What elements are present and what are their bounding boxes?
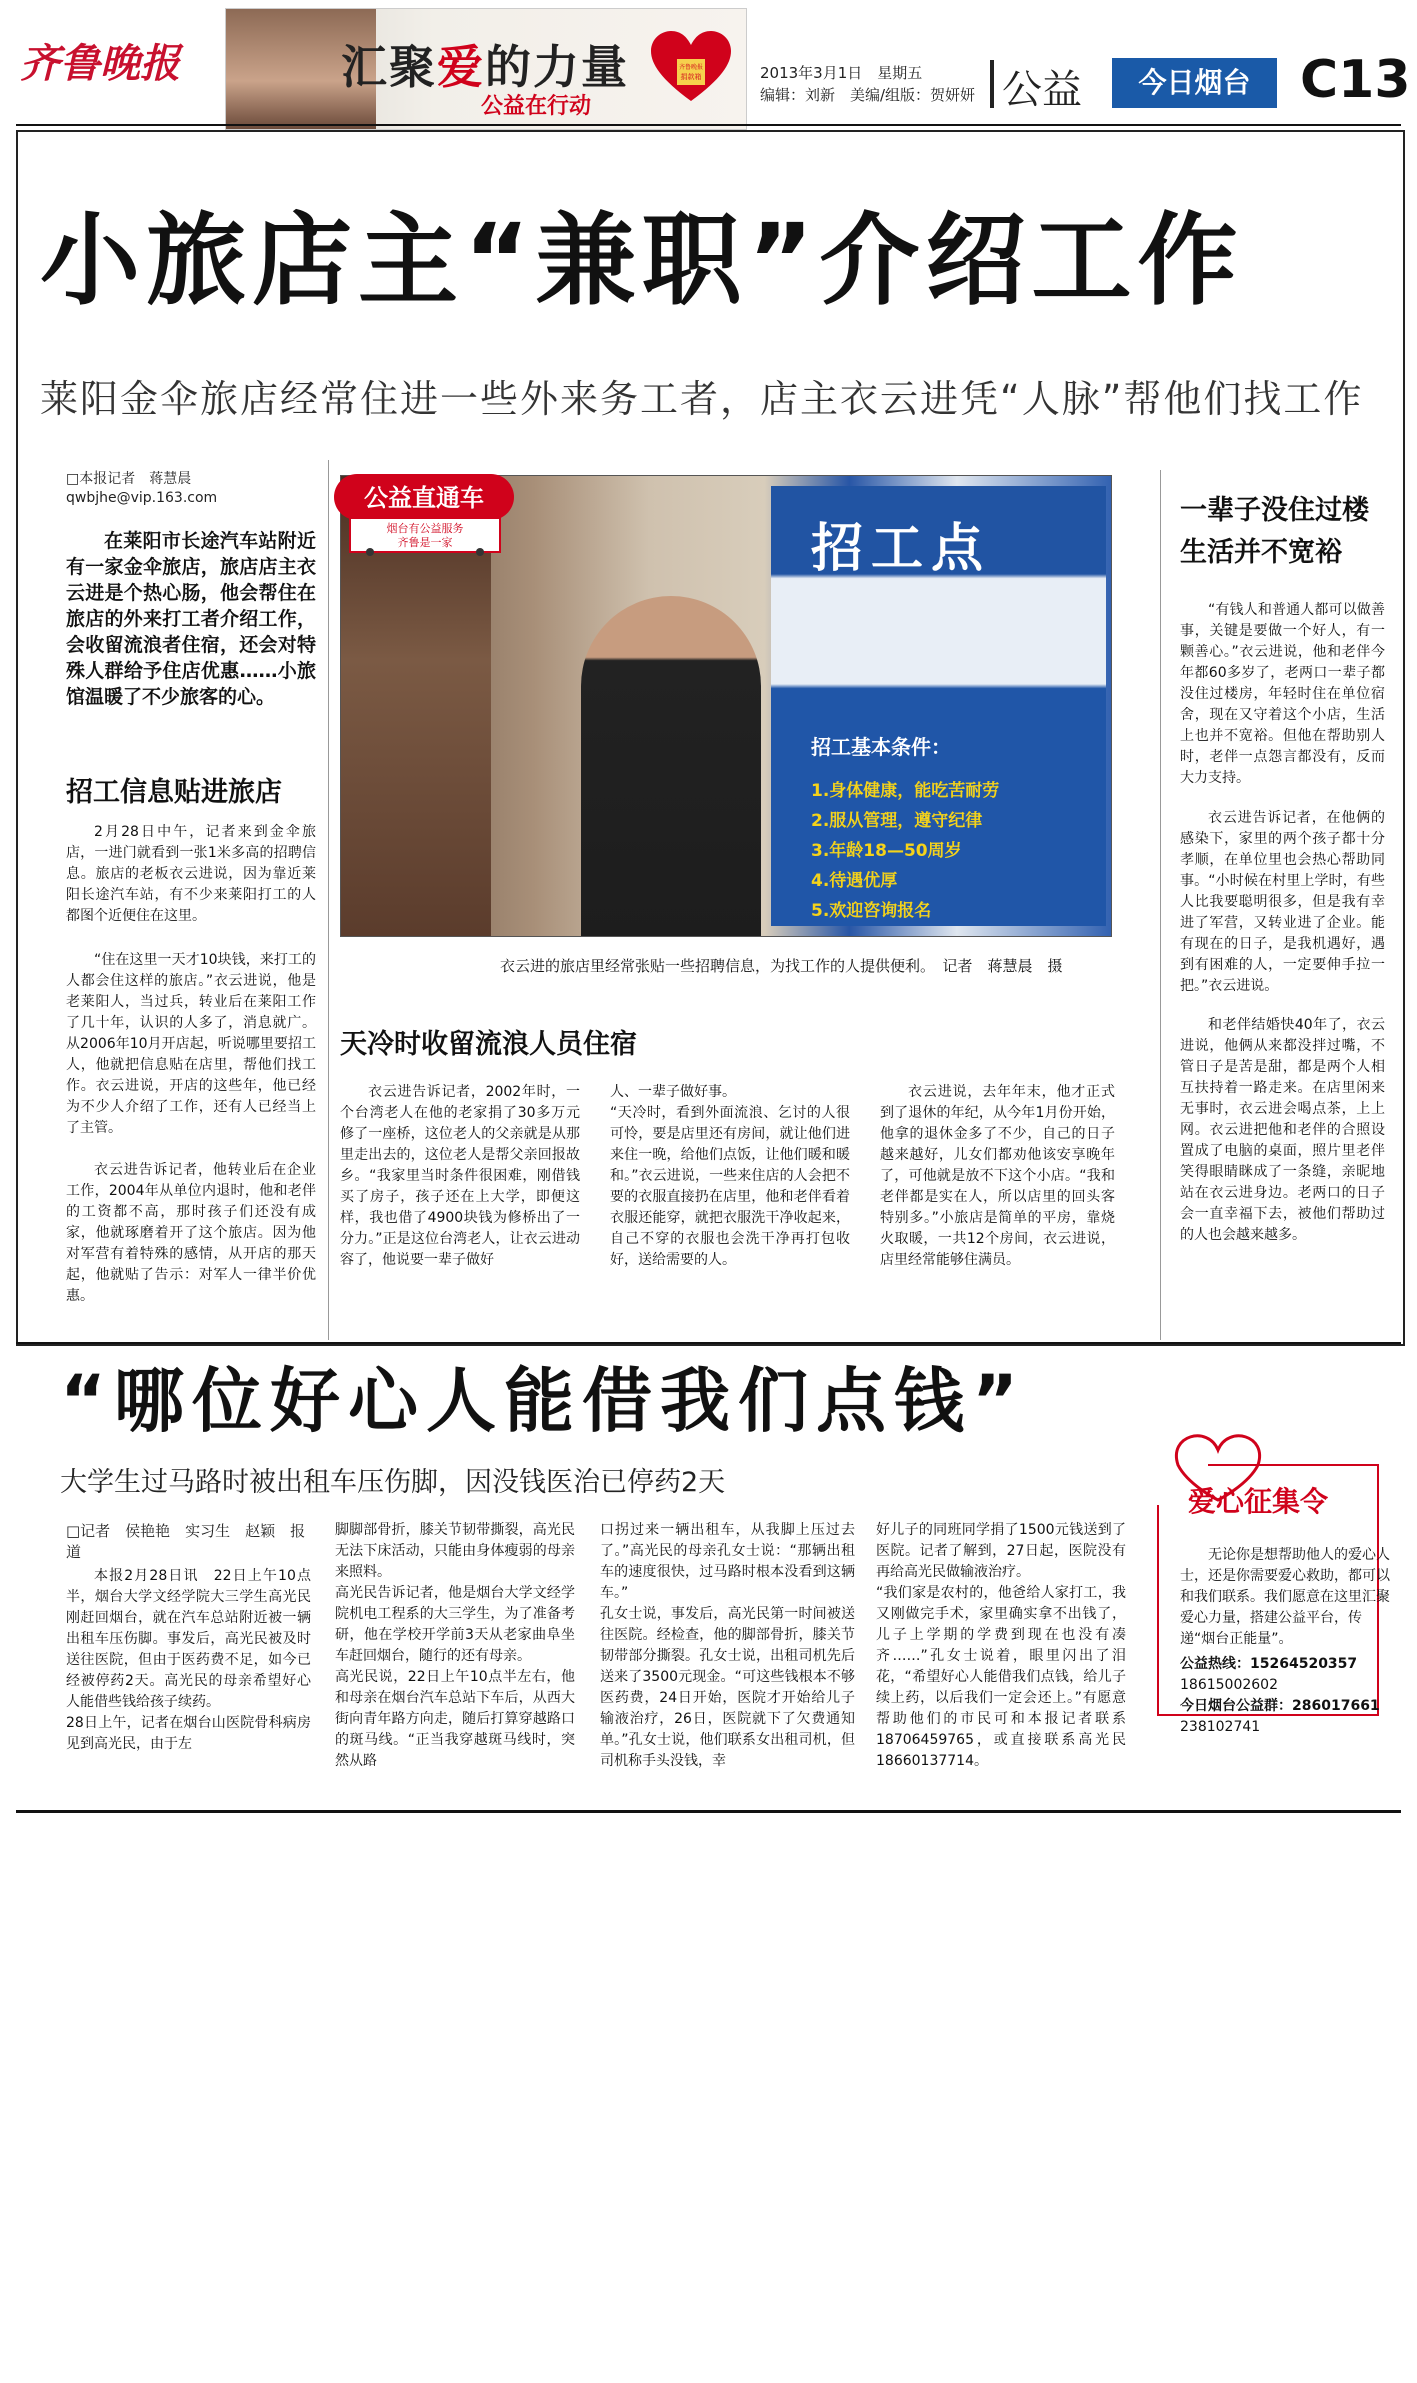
header-divider xyxy=(990,60,994,108)
story1-section3-p2: 衣云进告诉记者，在他俩的感染下，家里的两个孩子都十分孝顺，在单位里也会热心帮助同事。“小时候在村里上学时，有些人比我要聪明很多，但是我有幸进了军营，又转业进了企业。能有现在的日子，是我机遇好，遇到有困难的人，一定要伸手拉一把。”衣云进说。 xyxy=(1180,810,1385,994)
qq-group xyxy=(1180,1696,1390,1717)
story1-section1-p1: 2月28日中午，记者来到金伞旅店，一进门就看到一张1米多高的招聘信息。旅店的老板衣云进说，因为靠近莱阳长途汽车站，有不少来莱阳打工的人都图个近便住在这里。 xyxy=(66,824,316,924)
banner-subtitle: 公益在行动 xyxy=(481,94,592,119)
heart-label-a: 齐鲁晚报 xyxy=(678,64,704,71)
story2-col3: 口拐过来一辆出租车，从我脚上压过去了。”高光民的母亲孔女士说：“那辆出租车的速度很快，过马路时根本没看到这辆车。” 孔女士说，事发后，高光民第一时间被送往医院。经检查，他的脚部骨折，膝关节韧带部分撕裂。孔女士说，出租司机先后送来了3500元现金。“可这些钱根本不够医药费，24日开始，医院才开始给儿子输液治疗，26日，医院就下了欠费通知单。”孔女士说，他们联系女出租司机，但司机称手头没钱，幸 xyxy=(600,1522,855,1769)
story1-section1-p3: 衣云进告诉记者，他转业后在企业工作，2004年从单位内退时，他和老伴的工资都不高，那时孩子们还没有成家，他就琢磨着开了这个旅店。因为他对军营有着特殊的感情，从开店的那天起，他就贴了告示：对军人一律半价优惠。 xyxy=(66,1162,316,1304)
story1-section3-p1: “有钱人和普通人都可以做善事，关键是要做一个好人，有一颗善心。”衣云进说，他和老伴今年都60多岁了，老两口一辈子都没住过楼房，年轻时住在单位宿舍，现在又守着这个小店，生活上也并不宽裕。但他在帮助别人时，老伴一点怨言都没有，反而大力支持。 xyxy=(1180,602,1385,786)
page-number: C13 xyxy=(1300,50,1411,110)
poster-item: 3.年龄18—50周岁 xyxy=(811,841,962,861)
footer-rule xyxy=(16,1810,1401,1813)
banner-title xyxy=(341,31,629,97)
poster-item: 5.欢迎咨询报名 xyxy=(811,901,932,921)
photo-caption: 衣云进的旅店里经常张贴一些招聘信息，为找工作的人提供便利。 记者 蒋慧晨 摄 xyxy=(500,957,1063,975)
editor-credits: 编辑：刘新 美编/组版：贺妍妍 xyxy=(760,86,976,104)
story1-lead: 在莱阳市长途汽车站附近有一家金伞旅店，旅店店主衣云进是个热心肠，他会帮住在旅店的外来打工者介绍工作，会收留流浪者住宿，还会对特殊人群给予住店优惠……小旅馆温暖了不少旅客的心。 xyxy=(66,530,316,708)
hotline xyxy=(1180,1654,1390,1675)
story1-section1-head: 招工信息贴进旅店 xyxy=(66,777,282,808)
header-rule xyxy=(16,124,1401,126)
story1-email: qwbjhe@vip.163.com xyxy=(66,490,218,506)
story1-section1-p2: “住在这里一天才10块钱，来打工的人都会住这样的旅店。”衣云进说，他是老莱阳人，当过兵，转业后在莱阳工作了几十年，认识的人多了，消息就广。从2006年10月开店起，听说哪里要招工人，他就把信息贴在店里，帮他们找工作。衣云进说，开店的这些年，他已经为不少人介绍了工作，还有人已经当上了主管。 xyxy=(66,952,316,1136)
banner-title-love: 爱 xyxy=(437,40,485,94)
badge-sub-b: 齐鲁是一家 xyxy=(397,536,453,549)
heart-label-b: 捐款箱 xyxy=(680,73,702,81)
banner-title-a: 汇聚 xyxy=(341,40,437,94)
column-rule xyxy=(1160,470,1161,1340)
love-appeal-title: 爱心征集令 xyxy=(1188,1485,1329,1518)
hotline-number-b: 18615002602 xyxy=(1180,1677,1278,1693)
banner-title-b: 的力量 xyxy=(485,40,629,94)
local-edition-tab: 今日烟台 xyxy=(1112,58,1277,108)
section-name: 公益 xyxy=(1002,67,1082,113)
story1-headline: 小旅店主“兼职”介绍工作 xyxy=(40,202,1244,319)
story-divider xyxy=(16,1342,1401,1344)
issue-date: 2013年3月1日 星期五 xyxy=(760,64,923,82)
story2-col4: 好儿子的同班同学捐了1500元钱送到了医院。记者了解到，27日起，医院没有再给高光民做输液治疗。 “我们家是农村的，他爸给人家打工，我又刚做完手术，家里确实拿不出钱了，儿子上学期的学费到现在也没有凑齐……”孔女士说着，眼里闪出了泪花，“希望好心人能借我们点钱，给儿子续上药，以后我们一定会还上。”有愿意帮助他们的市民可和本报记者联系18706459765，或直接联系高光民18660137714。 xyxy=(876,1522,1126,1769)
campaign-banner xyxy=(225,8,747,130)
story1-section3-p3: 和老伴结婚快40年了，衣云进说，他俩从来都没拌过嘴，不管日子是苦是甜，都是两个人相互扶持着一路走来。在店里闲来无事时，衣云进会喝点茶，上上网。衣云进把他和老伴的合照设置成了电脑的桌面，照片里老伴笑得眼睛眯成了一条缝，亲昵地站在衣云进身边。老两口的日子会一直幸福下去，被他们帮助过的人也会越来越多。 xyxy=(1180,1017,1385,1243)
story2-headline: “哪位好心人能借我们点钱” xyxy=(60,1360,1027,1442)
badge-sub-a: 烟台有公益服务 xyxy=(386,522,464,535)
love-appeal-text xyxy=(1180,1545,1390,1738)
story2-subheadline: 大学生过马路时被出租车压伤脚，因没钱医治已停药2天 xyxy=(60,1467,726,1498)
poster-item: 4.待遇优厚 xyxy=(811,871,898,891)
story1-section3-head: 一辈子没住过楼生活并不宽裕 xyxy=(1180,495,1369,568)
hotline-label: 公益热线： xyxy=(1180,1656,1250,1672)
story1-section2-col2: 人、一辈子做好事。 “天冷时，看到外面流浪、乞讨的人很可怜，要是店里还有房间，就让他们进来住一晚，给他们点饭，让他们暖和暖和。”衣云进说，一些来住店的人会把不要的衣服直接扔在店里，他和老伴看着衣服还能穿，就把衣服洗干净收起来，自己不穿的衣服也会洗干净再打包收好，送给需要的人。 xyxy=(610,1084,850,1268)
story2-col2: 脚脚部骨折，膝关节韧带撕裂，高光民无法下床活动，只能由身体瘦弱的母亲来照料。 高光民告诉记者，他是烟台大学文经学院机电工程系的大三学生，为了准备考研，他在学校开学前3天从老家曲阜坐车赶回烟台，随行的还有母亲。 高光民说，22日上午10点半左右，他和母亲在烟台汽车总站下车后，从西大街向青年路方向走，随后打算穿越路口的斑马线。“正当我穿越斑马线时，突然从路 xyxy=(335,1522,575,1769)
hotline-number-a: 15264520357 xyxy=(1250,1656,1358,1672)
story2-col1: 本报2月28日讯 22日上午10点半，烟台大学文经学院大三学生高光民刚赶回烟台，就在汽车总站附近被一辆出租车压伤脚。事发后，高光民被及时送往医院，但由于医药费不足，如今已经被停药2天。高光民的母亲希望好心人能借些钱给孩子续药。 28日上午，记者在烟台山医院骨科病房见到高光民，由于左 xyxy=(66,1568,311,1752)
qq-group-label: 今日烟台公益群： xyxy=(1180,1698,1292,1714)
poster-item: 1.身体健康，能吃苦耐劳 xyxy=(811,781,1000,801)
public-welfare-bus-badge xyxy=(330,468,530,556)
story1-byline: □本报记者 蒋慧晨 xyxy=(66,471,192,487)
poster-title: 招工点 xyxy=(811,519,992,579)
poster-requirements xyxy=(811,776,1061,926)
qq-group-a: 286017661 xyxy=(1292,1698,1380,1714)
column-rule xyxy=(328,460,329,1340)
heart-donation-box-icon xyxy=(651,29,731,109)
qq-group-b: 238102741 xyxy=(1180,1719,1261,1735)
newspaper-logo: 齐鲁晚报 xyxy=(20,40,180,87)
love-appeal-body: 无论你是想帮助他人的爱心人士，还是你需要爱心救助，都可以和我们联系。我们愿意在这里汇聚爱心力量，搭建公益平台，传递“烟台正能量”。 xyxy=(1180,1547,1390,1647)
story1-section2-col3: 衣云进说，去年年末，他才正式到了退休的年纪，从今年1月份开始，他拿的退休金多了不少，自己的日子越来越好，儿女们都劝他该安享晚年了，可他就是放不下这个小店。“我和老伴都是实在人，所以店里的回头客特别多。”小旅店是简单的平房，靠烧火取暖，一共12个房间，衣云进说，店里经常能够住满员。 xyxy=(880,1084,1115,1268)
story2-byline: □记者 侯艳艳 实习生 赵颖 报道 xyxy=(66,1522,306,1561)
photo-person xyxy=(581,596,761,936)
badge-title: 公益直通车 xyxy=(364,484,484,512)
story1-section2-col1: 衣云进告诉记者，2002年时，一个台湾老人在他的老家捐了30多万元修了一座桥，这位老人的父亲就是从那里走出去的，这位老人是帮父亲回报故乡。“我家里当时条件很困难，刚借钱买了房子，孩子还在上大学，即便这样，我也借了4900块钱为修桥出了一分力。”正是这位台湾老人，让衣云进动容了，他说要一辈子做好 xyxy=(340,1084,580,1268)
story1-section2-head: 天冷时收留流浪人员住宿 xyxy=(340,1029,637,1060)
story1-subheadline: 莱阳金伞旅店经常住进一些外来务工者，店主衣云进凭“人脉”帮他们找工作 xyxy=(40,377,1364,421)
poster-item: 2.服从管理，遵守纪律 xyxy=(811,811,983,831)
poster-subtitle: 招工基本条件： xyxy=(811,735,951,759)
